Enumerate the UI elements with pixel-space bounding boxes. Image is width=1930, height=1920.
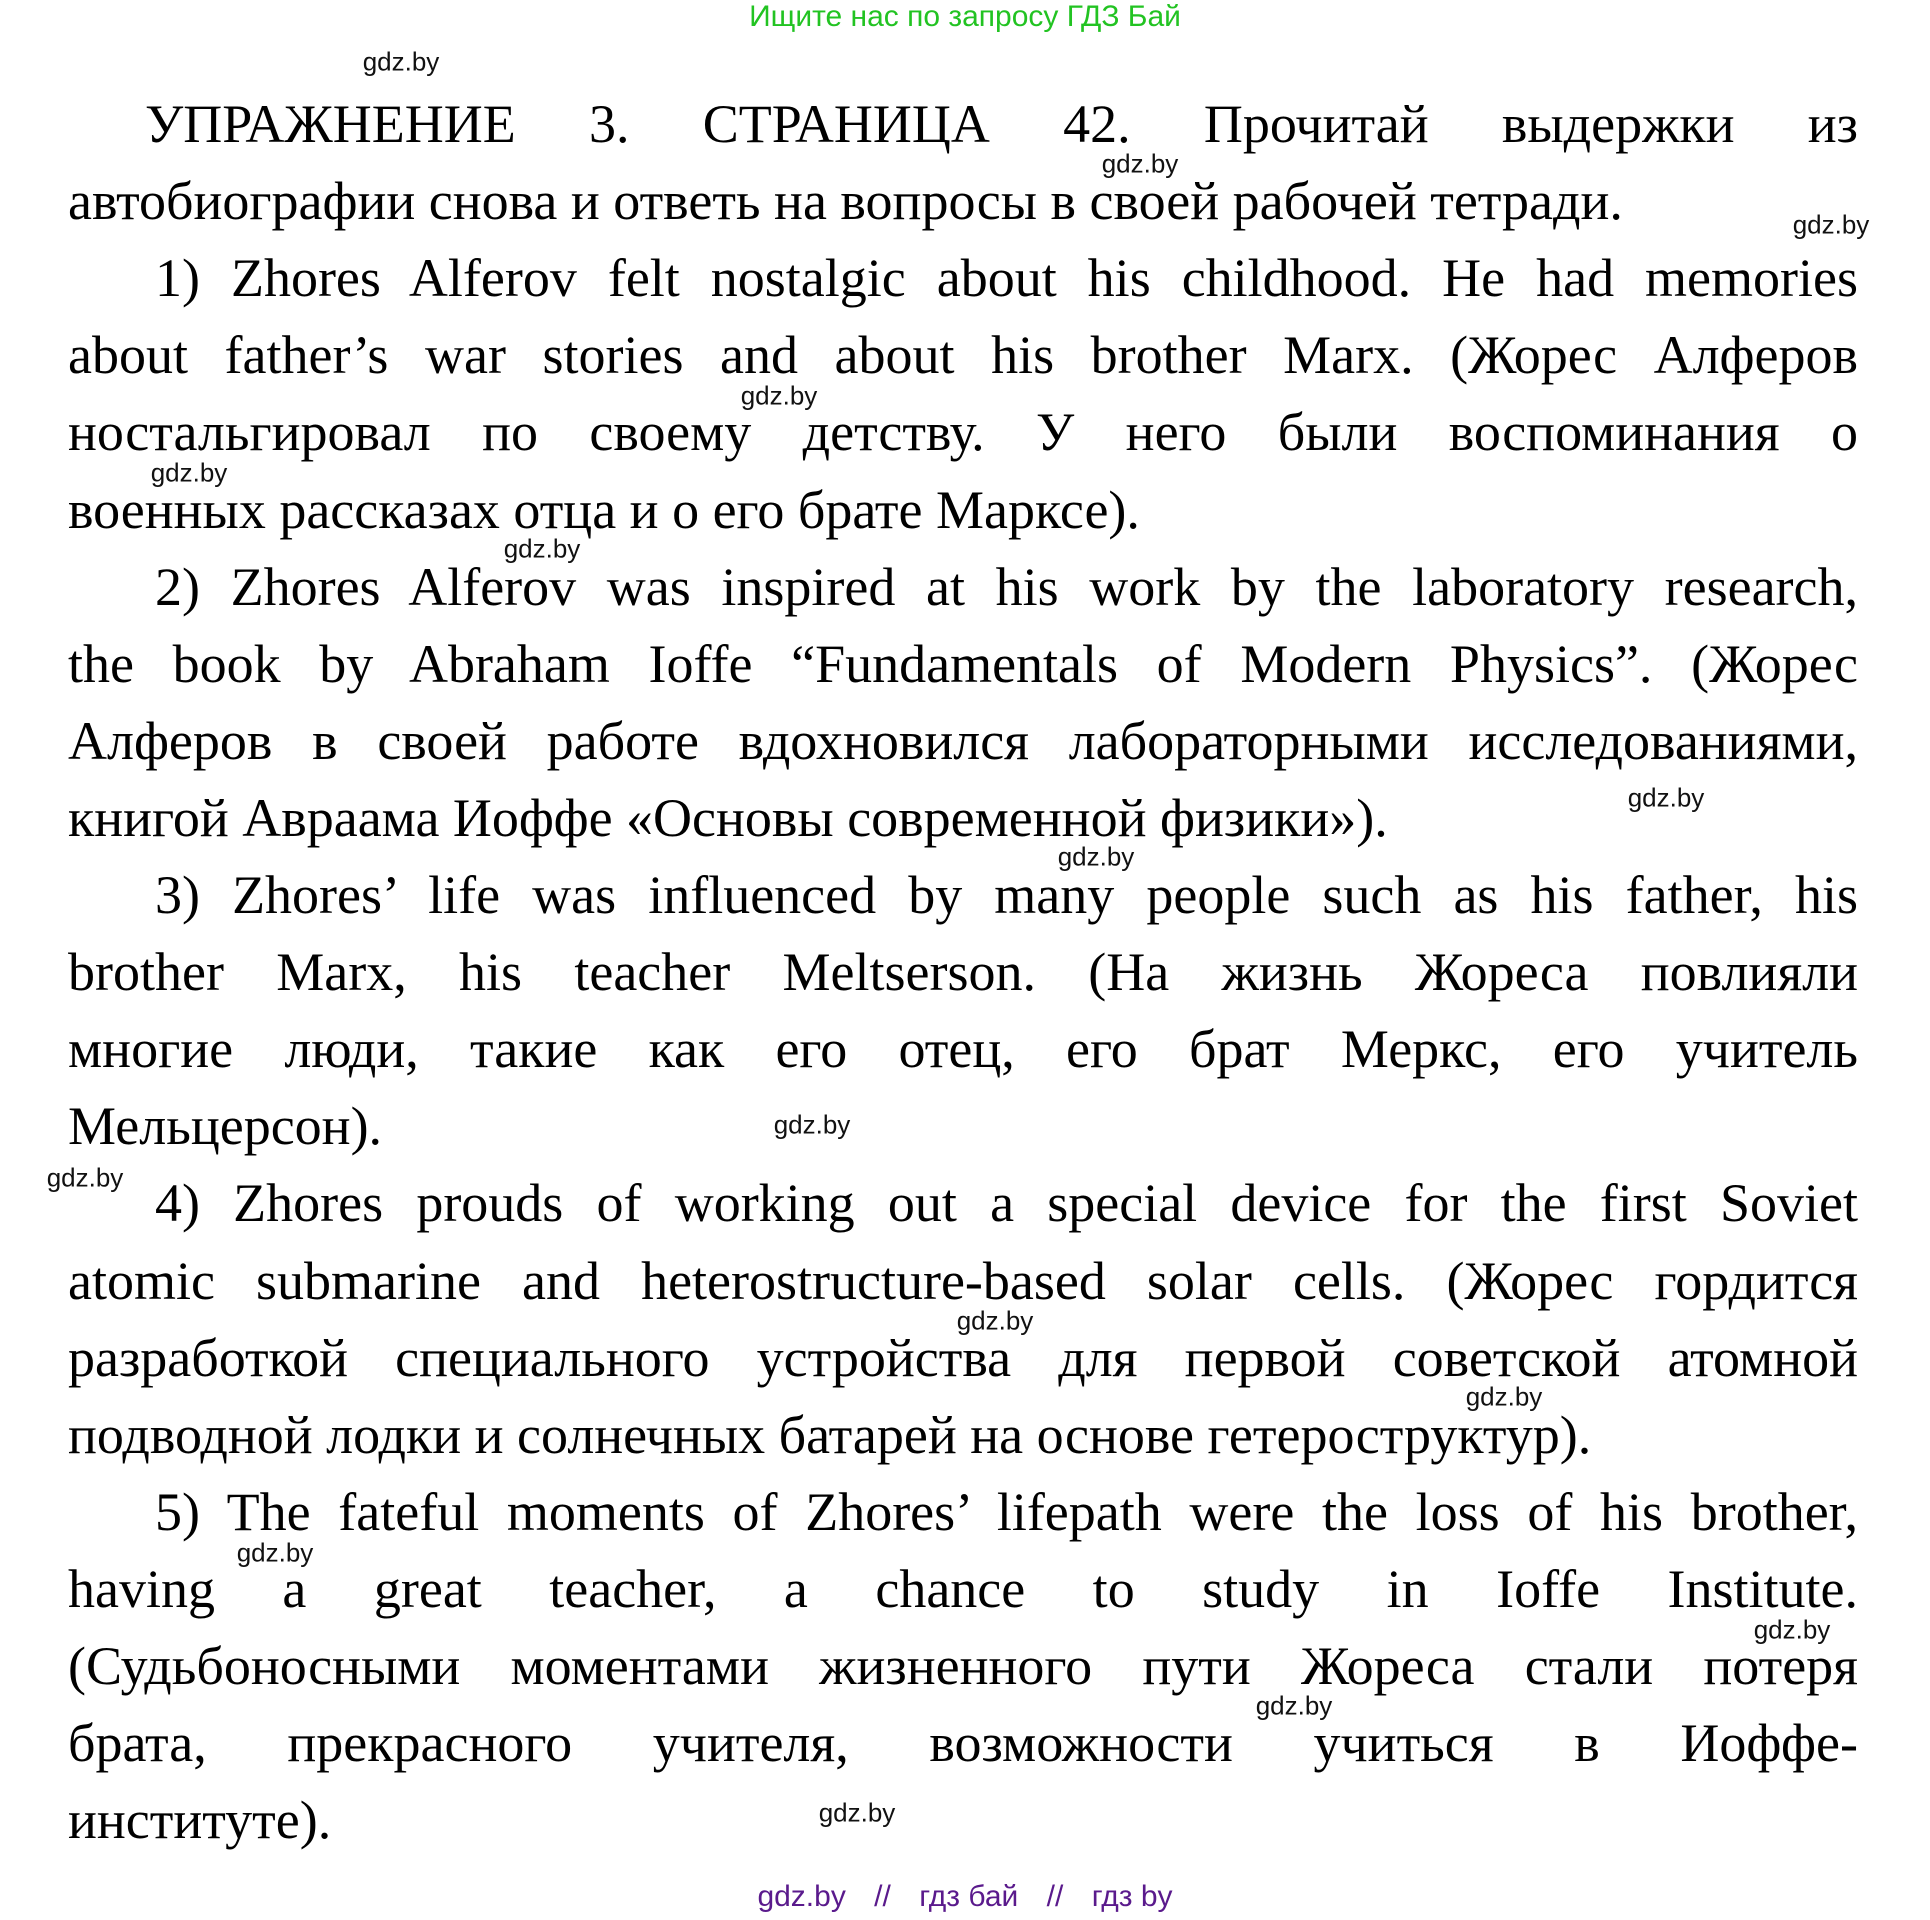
footer-separator: // <box>1046 1880 1064 1913</box>
text-line: подводной лодки и солнечных батарей на основе гетероструктур). <box>68 1404 1592 1465</box>
header-banner: Ищите нас по запросу ГДЗ Бай <box>749 0 1181 33</box>
text-line: многие люди, такие как его отец, его брат Меркс, его учитель <box>68 1019 1858 1080</box>
text-line: Алферов в своей работе вдохновился лабораторными исследованиями, <box>68 710 1858 771</box>
text-line: автобиографии снова и ответь на вопросы в своей рабочей тетради. <box>68 171 1623 232</box>
watermark: gdz.by <box>773 1109 851 1140</box>
watermark: gdz.by <box>1792 209 1870 240</box>
watermark: gdz.by <box>46 1162 124 1193</box>
text-line: разработкой специального устройства для первой советской атомной <box>68 1327 1858 1388</box>
text-line: 4) Zhores prouds of working out a special device for the first Soviet <box>155 1173 1858 1234</box>
footer <box>0 1880 1930 1914</box>
watermark: gdz.by <box>503 533 581 564</box>
footer-separator: // <box>874 1880 891 1913</box>
watermark: gdz.by <box>956 1305 1034 1336</box>
text-line: ностальгировал по своему детству. У него были воспоминания о <box>68 402 1858 463</box>
text-line: 3) Zhores’ life was influenced by many people such as his father, his <box>155 865 1858 925</box>
watermark: gdz.by <box>1627 782 1705 813</box>
text-line: книгой Авраама Иоффе «Основы современной физики»). <box>68 787 1388 848</box>
text-line: (Судьбоносными моментами жизненного пути Жореса стали потеря <box>68 1636 1858 1696</box>
text-line: институте). <box>68 1790 332 1851</box>
text-line: военных рассказах отца и о его брате Марксе). <box>68 479 1140 540</box>
footer-link-gdz-by[interactable]: gdz.by <box>757 1880 846 1913</box>
watermark: gdz.by <box>1101 148 1179 179</box>
text-line: 5) The fateful moments of Zhores’ lifepath were the loss of his brother, <box>155 1481 1858 1542</box>
text-line: УПРАЖНЕНИЕ 3. СТРАНИЦА 42. Прочитай выдержки из <box>145 94 1858 154</box>
watermark: gdz.by <box>740 380 818 411</box>
text-line: atomic submarine and heterostructure-based solar cells. (Жорес гордится <box>68 1250 1858 1311</box>
watermark: gdz.by <box>150 457 228 488</box>
text-line: about father’s war stories and about his brother Marx. (Жорес Алферов <box>68 325 1858 386</box>
text-line: having a great teacher, a chance to study in Ioffe Institute. <box>68 1558 1858 1619</box>
text-line: the book by Abraham Ioffe “Fundamentals of Modern Physics”. (Жорес <box>68 633 1858 694</box>
watermark: gdz.by <box>236 1537 314 1568</box>
text-line: 1) Zhores Alferov felt nostalgic about his childhood. He had memories <box>155 248 1858 309</box>
text-line: brother Marx, his teacher Meltserson. (На жизнь Жореса повлияли <box>68 942 1858 1003</box>
text-line: 2) Zhores Alferov was inspired at his work by the laboratory research, <box>155 556 1858 617</box>
watermark: gdz.by <box>362 46 440 77</box>
text-line: брата, прекрасного учителя, возможности учиться в Иоффе- <box>68 1713 1858 1774</box>
watermark: gdz.by <box>1753 1614 1831 1645</box>
text-line: Мельцерсон). <box>68 1096 383 1157</box>
watermark: gdz.by <box>1057 841 1135 872</box>
watermark: gdz.by <box>1465 1381 1543 1412</box>
watermark: gdz.by <box>1255 1690 1333 1721</box>
footer-link-gdz-by-cyr[interactable]: гдз by <box>1091 1880 1173 1913</box>
watermark: gdz.by <box>818 1797 896 1828</box>
footer-link-gdz-bai[interactable]: гдз бай <box>919 1880 1019 1913</box>
